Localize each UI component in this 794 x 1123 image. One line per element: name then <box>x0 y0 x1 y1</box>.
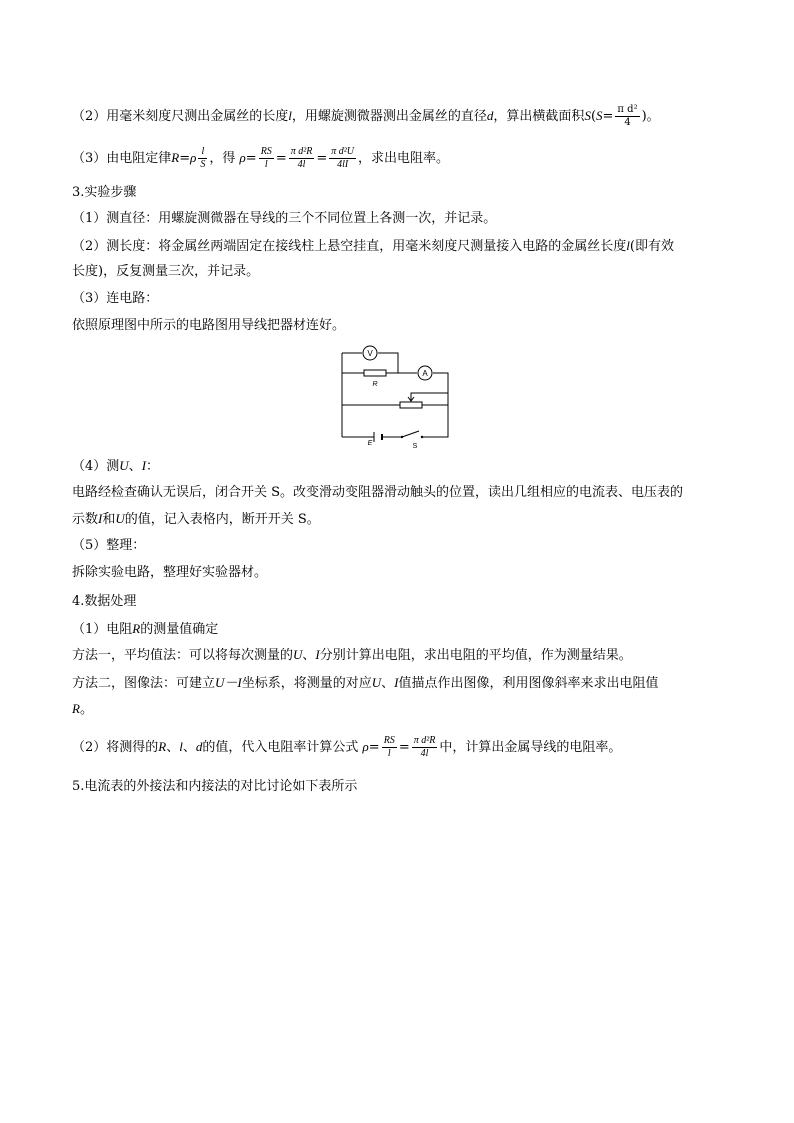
denominator: 4l <box>420 748 429 759</box>
text: （1）电阻 <box>72 622 133 637</box>
text: 中，计算出金属导线的电阻率。 <box>439 740 622 755</box>
switch-icon <box>421 436 423 438</box>
rheostat-icon <box>400 402 422 408</box>
text: (即有效 <box>629 239 674 254</box>
resistor-icon <box>364 370 386 376</box>
text: 的值，代入电阻率计算公式 <box>202 740 359 755</box>
step-3-heading: （3）连电路： <box>72 291 159 306</box>
var-R: R <box>171 150 180 165</box>
text: 方法一，平均值法：可以将每次测量的 <box>72 648 294 663</box>
text: 。 <box>79 702 93 717</box>
step-4-text-cont <box>72 509 320 530</box>
var-d: d <box>486 108 494 123</box>
text: 方法二，图像法：可建立 <box>72 676 216 691</box>
battery-label: E <box>367 440 373 447</box>
text: 、 <box>381 676 395 691</box>
switch-label: S <box>412 443 418 450</box>
equals: = <box>602 109 614 124</box>
step-1-diameter: （1）测直径：用螺旋测微器在导线的三个不同位置上各测一次，并记录。 <box>72 211 497 226</box>
text: ，得 <box>209 151 236 166</box>
var-R: R <box>72 701 80 716</box>
text: 和 <box>102 512 116 527</box>
equals: = <box>316 151 328 166</box>
fraction <box>329 146 356 171</box>
text: （2）将测得的 <box>72 740 159 755</box>
step-2-length-diameter <box>72 104 660 129</box>
denominator: 4l <box>297 159 306 170</box>
var-U: U <box>293 647 303 662</box>
fraction <box>412 735 438 760</box>
fraction <box>382 735 397 760</box>
text: 分别计算出电阻，求出电阻的平均值，作为测量结果。 <box>319 648 632 663</box>
var-rho: ρ <box>362 739 369 754</box>
var-UI: U－I <box>215 675 242 690</box>
text: ( <box>590 109 597 124</box>
text: 坐标系，将测量的对应 <box>241 676 372 691</box>
denominator: 4lI <box>337 159 349 170</box>
var-U: U <box>371 675 382 690</box>
text: ： <box>146 459 160 474</box>
text: （3）由电阻定律 <box>72 151 172 166</box>
text: （4）测 <box>72 459 120 474</box>
text: （2）测长度：将金属丝两端固定在接线柱上悬空挂直，用毫米刻度尺测量接入电路的金属丝长度 <box>72 239 627 254</box>
section-3-heading: 3.实验步骤 <box>72 185 137 200</box>
data-1-heading <box>72 619 218 640</box>
var-rho: ρ <box>190 150 197 165</box>
numerator: RS <box>260 146 272 157</box>
fraction <box>289 146 315 171</box>
voltmeter-label: V <box>367 349 373 358</box>
var-rho: ρ <box>239 150 246 165</box>
var-S: S <box>584 108 591 123</box>
var-U: U <box>115 511 125 526</box>
wire <box>422 405 448 437</box>
var-l: l <box>626 238 630 253</box>
text: ，算出横截面积 <box>493 109 585 124</box>
text: 、 <box>166 740 180 755</box>
step-4-heading <box>72 456 159 477</box>
step-2-length <box>72 236 674 257</box>
step-3-resistance-law <box>72 146 449 171</box>
denominator: S <box>200 159 206 170</box>
resistor-label: R <box>372 381 378 388</box>
text: 值描点作出图像，利用图像斜率来求出电阻值 <box>398 676 659 691</box>
denominator: 4 <box>624 117 631 128</box>
circuit-diagram <box>330 345 460 450</box>
var-U: U <box>119 458 129 473</box>
equals: = <box>368 740 380 755</box>
denominator: l <box>264 159 268 170</box>
numerator: RS <box>383 735 395 746</box>
text: 的测量值确定 <box>140 622 219 637</box>
step-2-length-cont: 长度)，反复测量三次，并记录。 <box>72 264 260 279</box>
section-4-heading: 4.数据处理 <box>72 594 137 609</box>
equals: = <box>398 740 410 755</box>
var-l: l <box>179 739 183 754</box>
var-d: d <box>195 739 203 754</box>
var-I: I <box>315 647 320 662</box>
denominator: l <box>387 748 391 759</box>
text: ，用螺旋测微器测出金属丝的直径 <box>291 109 487 124</box>
var-R: R <box>132 621 141 636</box>
step-3-text: 依照原理图中所示的电路图用导线把器材连好。 <box>72 318 346 333</box>
switch-icon <box>402 431 419 437</box>
numerator: l <box>198 146 207 159</box>
step-5-text: 拆除实验电路，整理好实验器材。 <box>72 565 268 580</box>
fraction <box>615 104 639 129</box>
text: 、 <box>182 740 196 755</box>
equals: = <box>179 151 191 166</box>
method-1 <box>72 645 632 666</box>
text: 、 <box>128 459 142 474</box>
method-2 <box>72 673 659 694</box>
wire <box>433 373 448 393</box>
var-I: I <box>141 458 147 473</box>
text: ，求出电阻率。 <box>357 151 449 166</box>
var-I: I <box>394 675 399 690</box>
text: 、 <box>302 648 316 663</box>
var-I: I <box>98 511 103 526</box>
step-5-heading: （5）整理： <box>72 538 146 553</box>
fraction <box>259 146 274 171</box>
numerator: π d²R <box>413 735 436 746</box>
var-R: R <box>158 739 167 754</box>
equals: = <box>275 151 287 166</box>
step-4-text: 电路经检查确认无误后，闭合开关 S。改变滑动变阻器滑动触头的位置，读出几组相应的电流表、电压表的 <box>72 485 684 500</box>
numerator: π d² <box>617 104 638 115</box>
var-S: S <box>596 108 603 123</box>
text: 示数 <box>72 512 99 527</box>
text: （2）用毫米刻度尺测出金属丝的长度 <box>72 109 289 124</box>
text: 的值，记入表格内，断开开关 S。 <box>124 512 320 527</box>
equals: = <box>245 151 257 166</box>
text: )。 <box>641 109 660 124</box>
data-2 <box>72 735 621 760</box>
wire <box>422 393 448 405</box>
numerator: π d²U <box>331 146 354 157</box>
method-2-cont <box>72 699 93 720</box>
fraction <box>198 146 207 171</box>
numerator: π d²R <box>290 146 313 157</box>
section-5-heading: 5.电流表的外接法和内接法的对比讨论如下表所示 <box>72 779 358 794</box>
wire <box>411 393 448 400</box>
ammeter-label: A <box>422 369 428 378</box>
var-l: l <box>288 108 292 123</box>
